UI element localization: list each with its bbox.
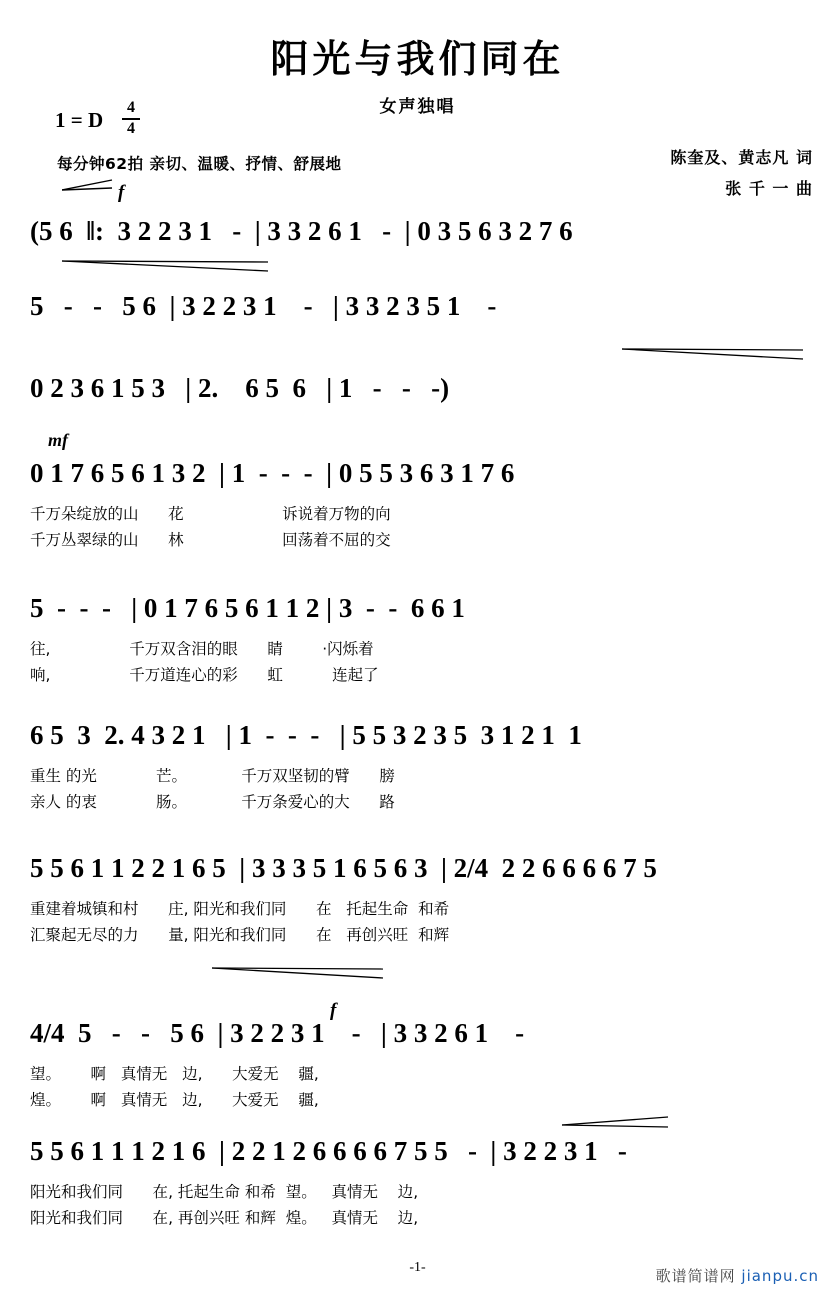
voice-type-subtitle: 女声独唱	[379, 97, 456, 117]
lyric-line-verse1: 重建着城镇和村 庄, 阳光和我们同 在 托起生命 和希	[30, 900, 450, 918]
lyric-line-verse1: 往, 千万双含泪的眼 睛 ·闪烁着	[30, 640, 374, 658]
page-title: 阳光与我们同在	[270, 37, 565, 81]
lyric-line-verse1: 千万朵绽放的山 花 诉说着万物的向	[30, 505, 391, 523]
decrescendo-hairpin-1	[60, 258, 270, 276]
key-signature: 1 = D	[55, 108, 104, 132]
lyric-line-verse2: 亲人 的衷 肠。 千万条爱心的大 路	[30, 793, 395, 811]
lyricist-credit: 陈奎及、黄志凡 词	[670, 148, 813, 167]
dynamic-mezzo-forte: mf	[48, 430, 68, 450]
composer-credit: 张 千 一 曲	[725, 179, 813, 198]
lyric-line-verse2: 响, 千万道连心的彩 虹 连起了	[30, 666, 379, 684]
lyric-line-verse2: 千万丛翠绿的山 林 回荡着不屈的交	[30, 531, 391, 549]
dynamic-forte-2: f	[330, 1000, 337, 1021]
note-row: (5 6 ‖: 3 2 2 3 1 - | 3 3 2 6 1 - | 0 3 5 6 3 2 7 6	[30, 216, 573, 246]
note-row: 4/4 5 - - 5 6 | 3 2 2 3 1 - | 3 3 2 6 1 -	[30, 1018, 525, 1048]
music-system-9	[30, 1128, 805, 1227]
tempo-marking: 每分钟62拍 亲切、温暖、抒情、舒展地	[57, 155, 342, 173]
music-system-2	[30, 283, 805, 329]
music-system-5	[30, 585, 805, 684]
decrescendo-hairpin-3	[210, 965, 385, 983]
crescendo-hairpin-1	[62, 178, 114, 192]
note-row: 0 2 3 6 1 5 3 | 2. 6 5 6 | 1 - - -)	[30, 373, 450, 403]
watermark-site-name: 歌谱简谱网	[655, 1267, 736, 1285]
music-system-7	[30, 845, 805, 944]
note-row: 5 5 6 1 1 2 2 1 6 5 | 3 3 3 5 1 6 5 6 3 | 2/4 2 2 6 6 6 6 7 5	[30, 853, 657, 883]
lyric-line-verse1: 望。 啊 真情无 边, 大爱无 疆,	[30, 1065, 319, 1083]
lyric-line-verse1: 重生 的光 芒。 千万双坚韧的臂 膀	[30, 767, 395, 785]
watermark	[656, 1265, 819, 1286]
time-signature-numerator: 4	[127, 99, 135, 116]
decrescendo-hairpin-2	[620, 345, 805, 363]
lyric-line-verse2: 汇聚起无尽的力 量, 阳光和我们同 在 再创兴旺 和辉	[30, 926, 450, 944]
music-system-6	[30, 712, 805, 811]
music-system-8	[30, 1010, 805, 1109]
watermark-url: jianpu.cn	[741, 1267, 819, 1285]
note-row: 5 - - 5 6 | 3 2 2 3 1 - | 3 3 2 3 5 1 -	[30, 291, 497, 321]
decrescendo-hairpin-4	[560, 1115, 670, 1131]
lyric-line-verse2: 阳光和我们同 在, 再创兴旺 和辉 煌。 真情无 边,	[30, 1209, 419, 1227]
music-system-3	[30, 365, 805, 411]
dynamic-forte-1: f	[118, 182, 125, 203]
note-row: 5 - - - | 0 1 7 6 5 6 1 1 2 | 3 - - 6 6 1	[30, 593, 465, 623]
time-signature-denominator: 4	[127, 119, 135, 137]
music-system-1	[30, 208, 805, 254]
time-signature	[122, 100, 140, 138]
note-row: 0 1 7 6 5 6 1 3 2 | 1 - - - | 0 5 5 3 6 3 1 7 6	[30, 458, 515, 488]
note-row: 5 5 6 1 1 1 2 1 6 | 2 2 1 2 6 6 6 6 7 5 5 - | 3 2 2 3 1 -	[30, 1136, 627, 1166]
page-number: -1-	[409, 1260, 426, 1275]
music-system-4	[30, 450, 805, 549]
lyric-line-verse2: 煌。 啊 真情无 边, 大爱无 疆,	[30, 1091, 319, 1109]
note-row: 6 5 3 2. 4 3 2 1 | 1 - - - | 5 5 3 2 3 5 3 1 2 1 1	[30, 720, 582, 750]
lyric-line-verse1: 阳光和我们同 在, 托起生命 和希 望。 真情无 边,	[30, 1183, 419, 1201]
